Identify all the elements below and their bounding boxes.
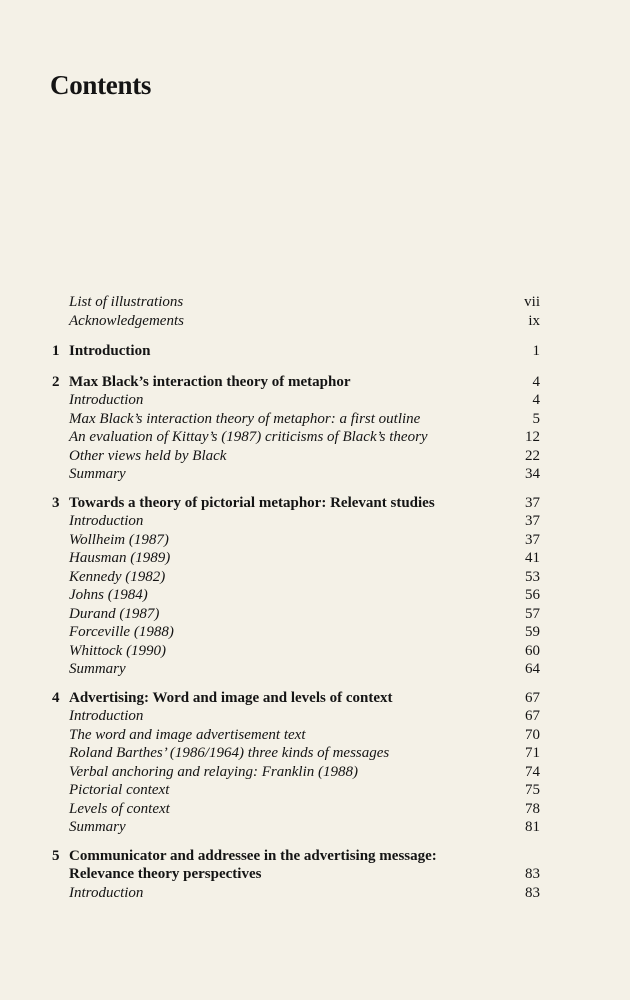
- toc-entry-title: An evaluation of Kittay’s (1987) criticisms of Black’s theory: [69, 429, 428, 445]
- toc-entry[interactable]: [0, 549, 630, 568]
- toc-entry[interactable]: [0, 531, 630, 550]
- toc-entry-page: 41: [525, 550, 540, 566]
- toc-entry-page: 83: [525, 884, 540, 901]
- toc-entry-page: 37: [525, 513, 540, 529]
- toc-entry[interactable]: [0, 512, 630, 531]
- chapter-page: 37: [525, 494, 540, 511]
- toc-entry-page: 74: [525, 763, 540, 780]
- toc-entry-title: Introduction: [69, 884, 144, 901]
- toc-entry-title: The word and image advertisement text: [69, 726, 306, 743]
- toc-entry-page: 60: [525, 642, 540, 659]
- toc-entry-page: 81: [525, 819, 540, 835]
- chapter-title: Towards a theory of pictorial metaphor: Relevant studies: [69, 494, 435, 511]
- toc-entry[interactable]: [0, 391, 630, 410]
- toc-entry-title: Other views held by Black: [69, 447, 227, 464]
- toc-entry-page: ix: [528, 312, 540, 329]
- chapter-page: 83: [525, 866, 540, 882]
- table-of-contents: [0, 293, 630, 902]
- toc-entry-title: List of illustrations: [69, 294, 184, 310]
- chapter-page: 4: [532, 373, 540, 390]
- toc-entry[interactable]: [0, 465, 630, 484]
- toc-entry-page: vii: [524, 294, 540, 310]
- toc-chapter-3[interactable]: [0, 494, 630, 513]
- toc-entry[interactable]: [0, 763, 630, 782]
- toc-entry-title: Whittock (1990): [69, 642, 167, 659]
- toc-entry-title: Acknowledgements: [69, 312, 184, 329]
- toc-entry[interactable]: [0, 447, 630, 466]
- toc-entry-page: 53: [525, 568, 540, 585]
- toc-entry-page: 12: [525, 429, 540, 445]
- chapter-number: 4: [52, 689, 60, 706]
- toc-entry[interactable]: [0, 623, 630, 642]
- toc-entry-list-of-illustrations[interactable]: [0, 293, 630, 312]
- toc-entry-title: Wollheim (1987): [69, 531, 169, 548]
- toc-entry[interactable]: [0, 781, 630, 800]
- toc-chapter-4[interactable]: [0, 689, 630, 708]
- toc-chapter-5[interactable]: [0, 847, 630, 866]
- toc-entry[interactable]: [0, 568, 630, 587]
- toc-entry-page: 22: [525, 447, 540, 464]
- toc-entry-title: Summary: [69, 466, 126, 482]
- toc-entry-page: 71: [525, 745, 540, 761]
- toc-entry-page: 59: [525, 624, 540, 640]
- toc-entry[interactable]: [0, 884, 630, 903]
- toc-entry-page: 4: [532, 392, 540, 408]
- toc-entry-title: Summary: [69, 661, 126, 677]
- toc-entry-title: Levels of context: [69, 800, 170, 817]
- toc-entry[interactable]: [0, 726, 630, 745]
- toc-entry-title: Introduction: [69, 392, 144, 408]
- toc-entry[interactable]: [0, 642, 630, 661]
- chapter-title: Introduction: [69, 343, 151, 359]
- toc-entry[interactable]: [0, 818, 630, 837]
- chapter-number: 2: [52, 373, 60, 390]
- toc-entry-title: Introduction: [69, 708, 144, 724]
- toc-entry-title: Roland Barthes’ (1986/1964) three kinds of messages: [69, 745, 390, 761]
- toc-entry-title: Johns (1984): [69, 587, 148, 603]
- toc-entry[interactable]: [0, 660, 630, 679]
- toc-entry-title: Hausman (1989): [69, 550, 171, 566]
- toc-chapter-1[interactable]: [0, 342, 630, 361]
- toc-entry-page: 75: [525, 782, 540, 798]
- toc-entry-page: 5: [532, 410, 540, 427]
- toc-entry-title: Summary: [69, 819, 126, 835]
- chapter-page: 1: [532, 343, 540, 359]
- toc-entry-title: Verbal anchoring and relaying: Franklin (1988): [69, 763, 358, 780]
- toc-entry-title: Durand (1987): [69, 605, 160, 622]
- chapter-title: Advertising: Word and image and levels of context: [69, 689, 393, 706]
- chapter-number: 3: [52, 494, 60, 511]
- toc-entry[interactable]: [0, 744, 630, 763]
- toc-entry-page: 57: [525, 605, 540, 622]
- toc-entry[interactable]: [0, 605, 630, 624]
- toc-entry[interactable]: [0, 410, 630, 429]
- toc-chapter-5-cont[interactable]: [0, 865, 630, 884]
- toc-entry-page: 56: [525, 587, 540, 603]
- toc-entry-page: 67: [525, 708, 540, 724]
- toc-entry-page: 37: [525, 531, 540, 548]
- toc-entry-title: Introduction: [69, 513, 144, 529]
- toc-entry-title: Kennedy (1982): [69, 568, 166, 585]
- toc-entry-title: Max Black’s interaction theory of metaphor: a first outline: [69, 410, 421, 427]
- toc-entry[interactable]: [0, 800, 630, 819]
- toc-entry[interactable]: [0, 428, 630, 447]
- page-title: Contents: [50, 70, 152, 100]
- chapter-title-line-2: Relevance theory perspectives: [69, 866, 262, 882]
- chapter-number: 1: [52, 343, 60, 359]
- toc-entry-page: 78: [525, 800, 540, 817]
- chapter-title: Max Black’s interaction theory of metaphor: [69, 373, 351, 390]
- toc-entry[interactable]: [0, 707, 630, 726]
- toc-entry-acknowledgements[interactable]: [0, 312, 630, 331]
- toc-entry-page: 34: [525, 466, 540, 482]
- chapter-number: 5: [52, 847, 60, 864]
- chapter-page: 67: [525, 689, 540, 706]
- toc-entry-title: Forceville (1988): [69, 624, 174, 640]
- chapter-title-line-1: Communicator and addressee in the advertising message:: [69, 847, 437, 864]
- toc-entry-title: Pictorial context: [69, 782, 170, 798]
- toc-entry[interactable]: [0, 586, 630, 605]
- toc-chapter-2[interactable]: [0, 373, 630, 392]
- toc-entry-page: 70: [525, 726, 540, 743]
- toc-entry-page: 64: [525, 661, 540, 677]
